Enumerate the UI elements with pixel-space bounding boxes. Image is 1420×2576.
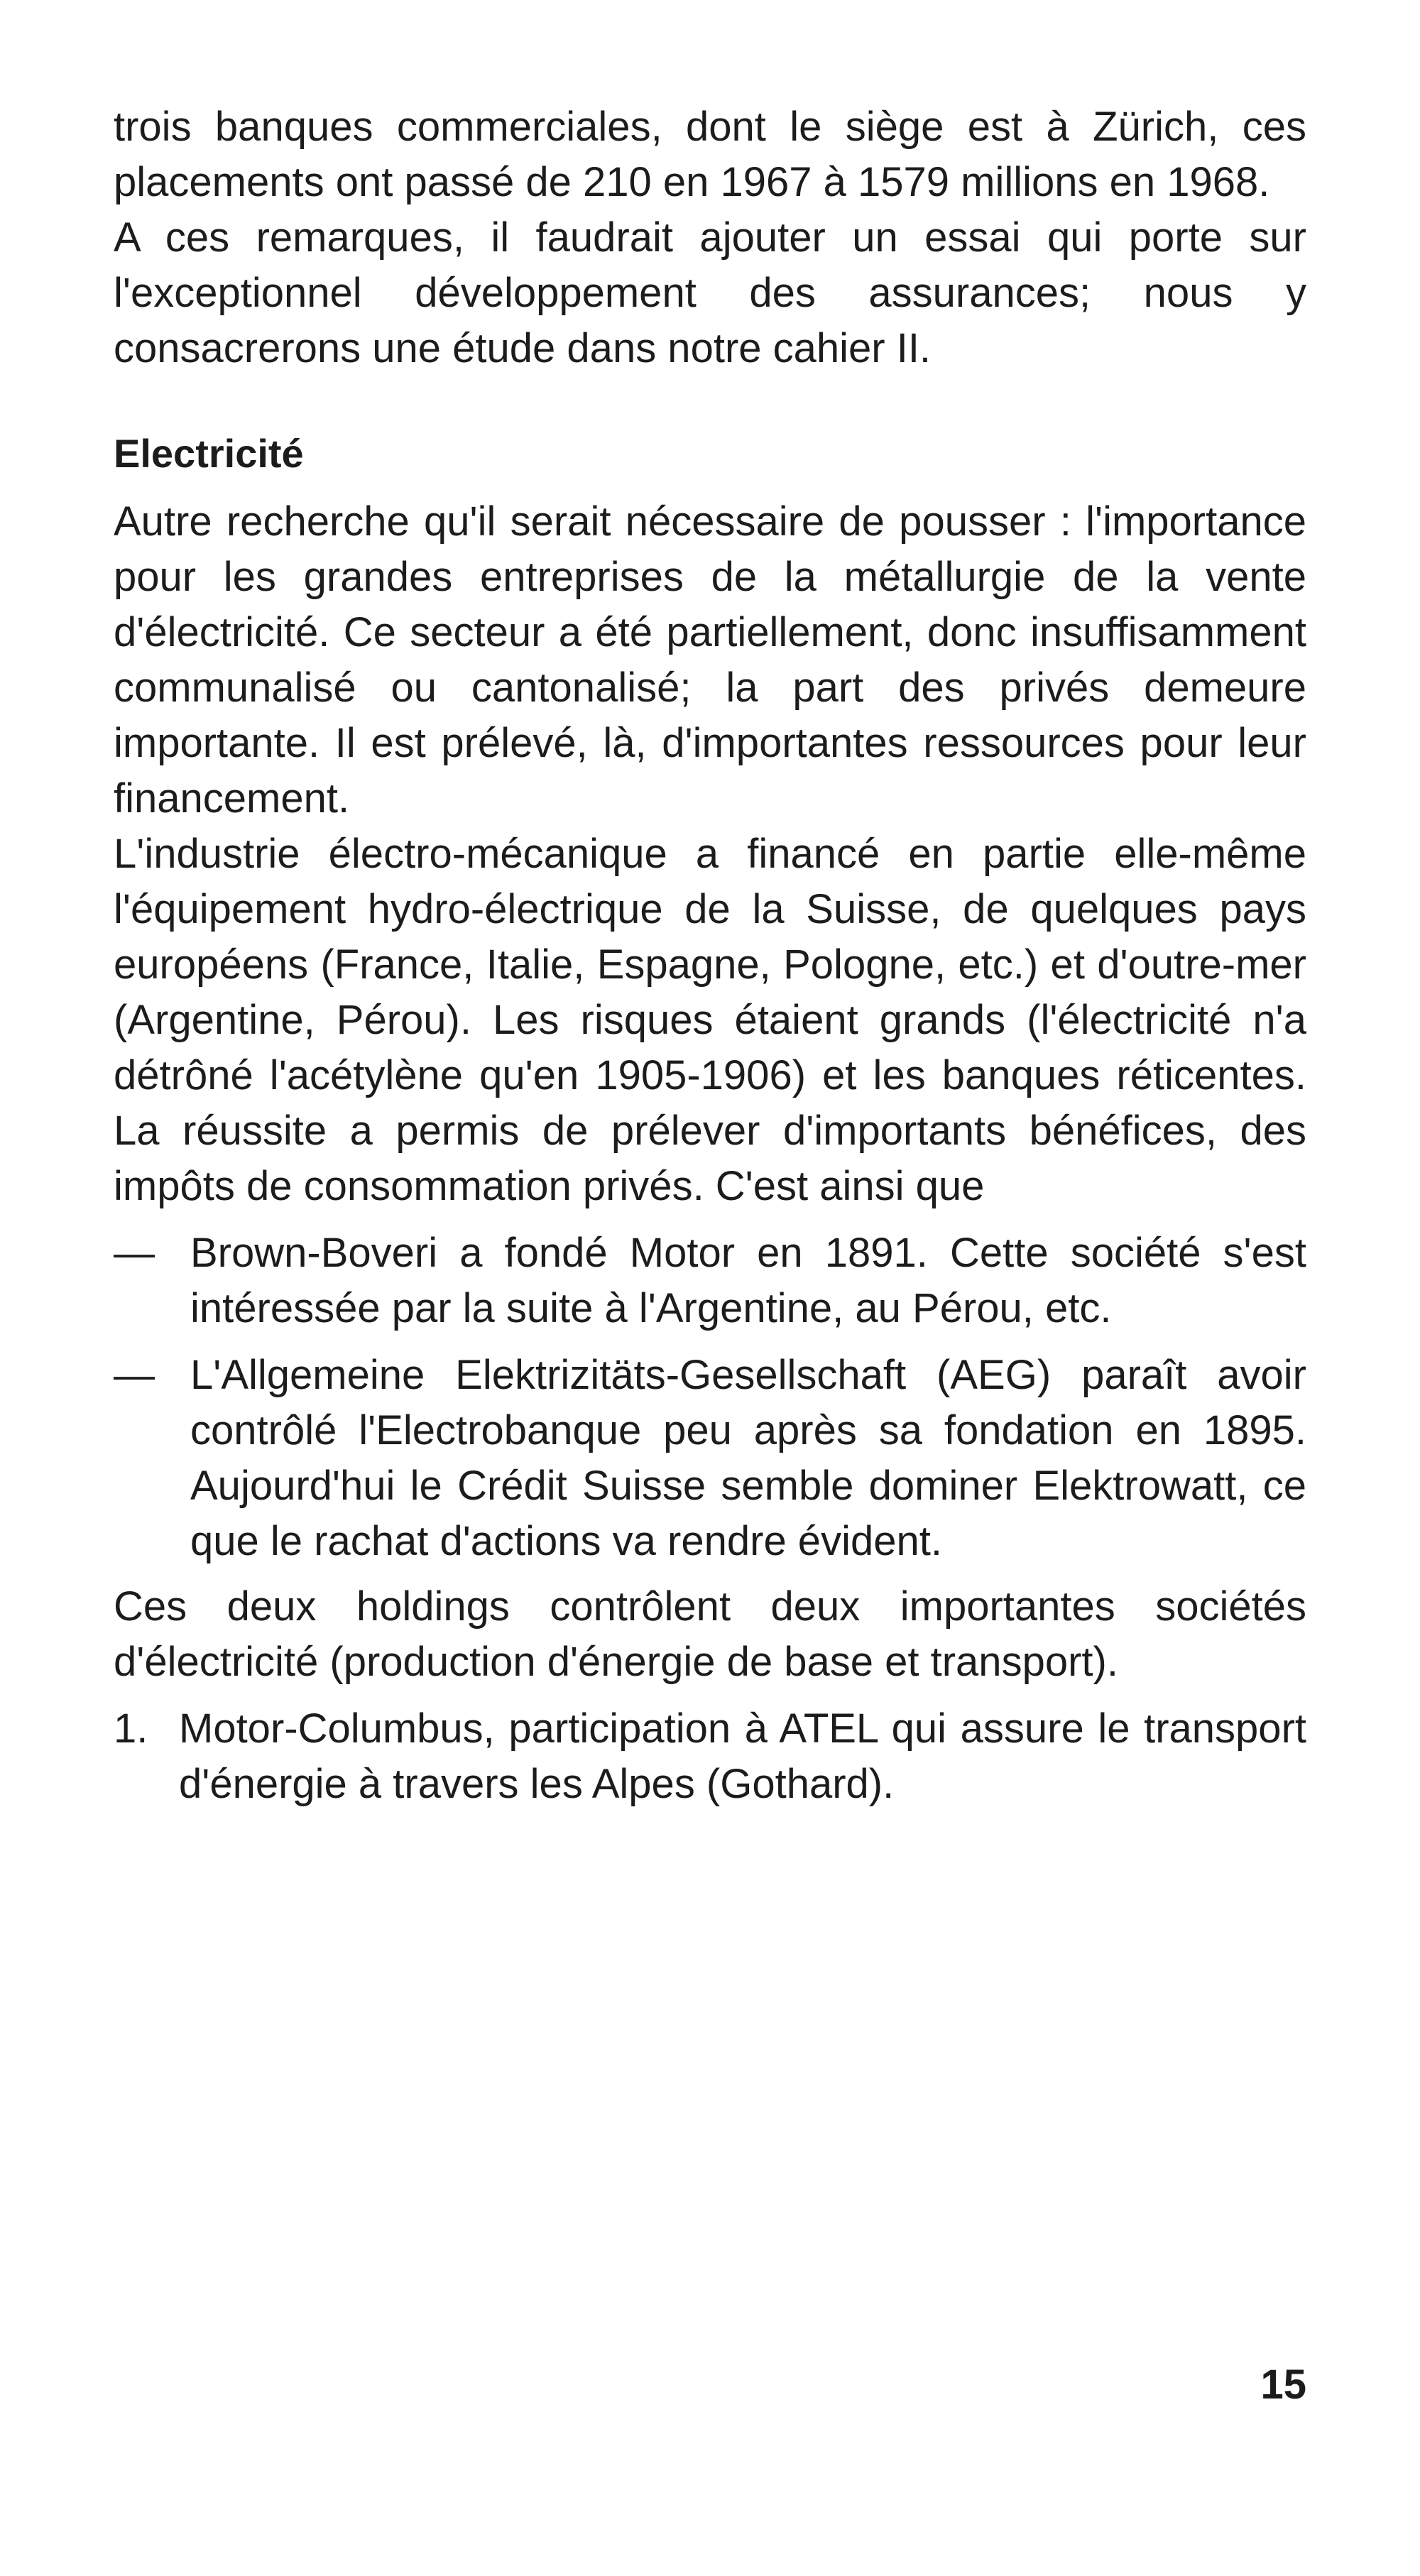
paragraph-assurances: A ces remarques, il faudrait ajouter un essai qui porte sur l'exceptionnel développement des assurances; nous y consacrerons une étude dans notre cahier II. (114, 214, 1306, 371)
page-number: 15 (1260, 2362, 1306, 2408)
paragraph-banques: trois banques commerciales, dont le siège est à Zürich, ces placements ont passé de 210 en 1967 à 1579 millions en 1968. (114, 104, 1306, 205)
list-item-text: L'Allgemeine Elektrizitäts-Gesellschaft (AEG) paraît avoir contrôlé l'Electrobanque peu après sa fondation en 1895. Aujourd'hui le Crédit Suisse semble dominer Elektrowatt, ce que le rachat d'actions va rendre évident. (190, 1352, 1306, 1564)
number-marker: 1. (114, 1705, 148, 1752)
page-body (114, 99, 1306, 1812)
list-item-text: Brown-Boveri a fondé Motor en 1891. Cette société s'est intéressée par la suite à l'Argentine, au Pérou, etc. (190, 1230, 1306, 1331)
section-heading-electricite: Electricité (114, 431, 304, 476)
list-item-text: Motor-Columbus, participation à ATEL qui assure le transport d'énergie à travers les Alpes (Gothard). (179, 1705, 1306, 1807)
dash-marker: — (114, 1230, 155, 1276)
list-item-brown-boveri (114, 1226, 1306, 1336)
list-item-motor-columbus (114, 1701, 1306, 1812)
list-item-aeg (114, 1348, 1306, 1569)
paragraph-recherche: Autre recherche qu'il serait nécessaire de pousser : l'importance pour les grandes entreprises de la métallurgie de la vente d'électricité. Ce secteur a été partiellement, donc insuffisamment communalisé ou cantonalisé; la part des privés demeure importante. Il est prélevé, là, d'importantes ressources pour leur financement. (114, 498, 1306, 822)
paragraph-industrie: L'industrie électro-mécanique a financé en partie elle-même l'équipement hydro-électrique de la Suisse, de quelques pays européens (France, Italie, Espagne, Pologne, etc.) et d'outre-mer (Argentine, Pérou). Les risques étaient grands (l'électricité n'a détrôné l'acétylène qu'en 1905-1906) et les banques réticentes. La réussite a permis de prélever d'importants bénéfices, des impôts de consommation privés. C'est ainsi que (114, 831, 1306, 1209)
dash-marker: — (114, 1352, 155, 1398)
paragraph-holdings: Ces deux holdings contrôlent deux importantes sociétés d'électricité (production d'énergie de base et transport). (114, 1583, 1306, 1685)
